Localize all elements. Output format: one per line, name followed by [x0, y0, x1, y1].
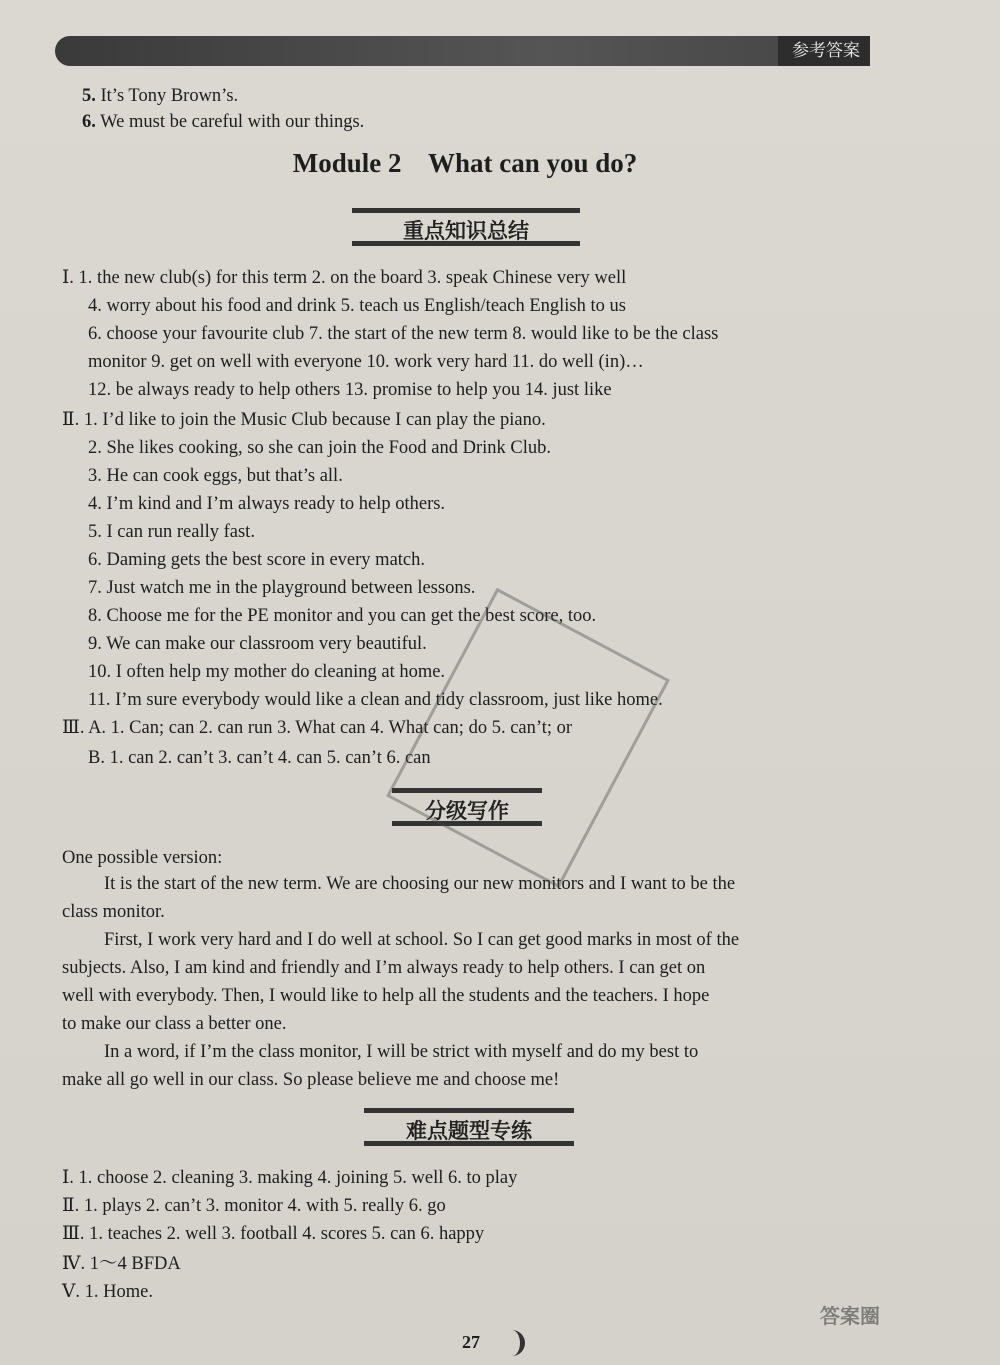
page-number-arc [480, 1330, 525, 1356]
part2-line-11: 11. I’m sure everybody would like a clean and tidy classroom, just like home. [88, 690, 663, 710]
part2-line-4: 4. I’m kind and I’m always ready to help others. [88, 494, 446, 514]
part1-line-4: monitor 9. get on well with everyone 10. work very hard 11. do well (in)… [88, 352, 644, 372]
drill-line-1: Ⅰ. 1. choose 2. cleaning 3. making 4. joining 5. well 6. to play [62, 1168, 518, 1188]
drill-line-4: Ⅳ. 1～4 BFDA [62, 1254, 181, 1274]
header-bar [55, 36, 870, 66]
writing-line-5: subjects. Also, I am kind and friendly and I’m always ready to help others. I can get on [62, 958, 706, 978]
writing-line-4: First, I work very hard and I do well at school. So I can get good marks in most of the [104, 930, 740, 950]
page-number: 27 [462, 1332, 480, 1352]
part2-line-6: 6. Daming gets the best score in every match. [88, 550, 426, 570]
writing-line-1: One possible version: [62, 848, 223, 868]
writing-line-6: well with everybody. Then, I would like to help all the students and the teachers. I hope [62, 986, 710, 1006]
writing-line-8: In a word, if I’m the class monitor, I will be strict with myself and do my best to [104, 1042, 699, 1062]
section-key-knowledge: 重点知识总结 [352, 208, 580, 246]
part3-line-b: B. 1. can 2. can’t 3. can’t 4. can 5. can’t 6. can [88, 748, 431, 768]
module-title: Module 2 What can you do? [292, 148, 638, 178]
writing-line-3: class monitor. [62, 902, 165, 922]
writing-line-7: to make our class a better one. [62, 1014, 287, 1034]
drill-line-5: Ⅴ. 1. Home. [62, 1282, 153, 1302]
part2-line-1: Ⅱ. 1. I’d like to join the Music Club because I can play the piano. [62, 410, 546, 430]
part1-line-1: Ⅰ. 1. the new club(s) for this term 2. on the board 3. speak Chinese very well [62, 268, 627, 288]
section-writing: 分级写作 [392, 788, 542, 826]
writing-line-9: make all go well in our class. So please believe me and choose me! [62, 1070, 560, 1090]
part2-line-10: 10. I often help my mother do cleaning at home. [88, 662, 446, 682]
watermark-logo: 答案圈 [820, 1304, 880, 1328]
part2-line-5: 5. I can run really fast. [88, 522, 255, 542]
part1-line-3: 6. choose your favourite club 7. the start of the new term 8. would like to be the class [88, 324, 719, 344]
part2-line-8: 8. Choose me for the PE monitor and you can get the best score, too. [88, 606, 597, 626]
writing-line-2: It is the start of the new term. We are choosing our new monitors and I want to be the [104, 874, 736, 894]
section-drill: 难点题型专练 [364, 1108, 574, 1146]
top-line-5: 5. It’s Tony Brown’s. [82, 86, 239, 106]
part1-line-5: 12. be always ready to help others 13. promise to help you 14. just like [88, 380, 612, 400]
drill-line-3: Ⅲ. 1. teaches 2. well 3. football 4. scores 5. can 6. happy [62, 1224, 485, 1244]
top-line-6: 6. We must be careful with our things. [82, 112, 365, 132]
part2-line-2: 2. She likes cooking, so she can join the Food and Drink Club. [88, 438, 551, 458]
part1-line-2: 4. worry about his food and drink 5. teach us English/teach English to us [88, 296, 626, 316]
header-tag: 参考答案 [778, 36, 870, 66]
drill-line-2: Ⅱ. 1. plays 2. can’t 3. monitor 4. with 5. really 6. go [62, 1196, 446, 1216]
stamp-mark [386, 588, 670, 888]
part2-line-9: 9. We can make our classroom very beautiful. [88, 634, 427, 654]
part3-line-a: Ⅲ. A. 1. Can; can 2. can run 3. What can 4. What can; do 5. can’t; or [62, 718, 573, 738]
part2-line-7: 7. Just watch me in the playground between lessons. [88, 578, 476, 598]
part2-line-3: 3. He can cook eggs, but that’s all. [88, 466, 343, 486]
